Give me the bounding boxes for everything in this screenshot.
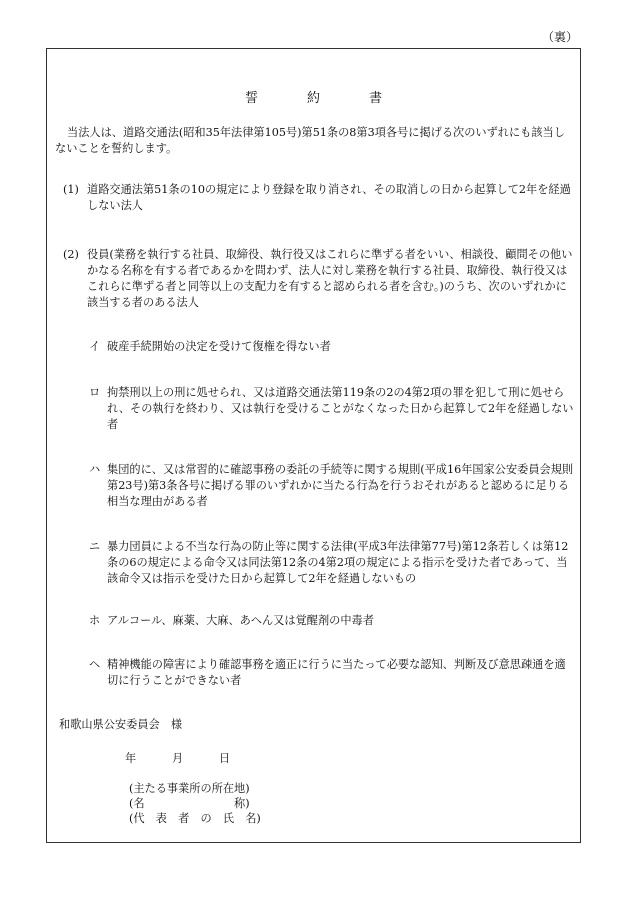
addressee: 和歌山県公安委員会 様 <box>59 718 183 731</box>
date-day-label: 日 <box>219 752 231 765</box>
date-year-label: 年 <box>125 752 137 765</box>
pledge-document-frame <box>46 48 581 843</box>
signer-representative-label: (代 表 者 の 氏 名) <box>129 812 261 825</box>
document-title: 誓 約 書 <box>244 91 400 106</box>
subitem-mark: ニ <box>89 540 101 553</box>
item-text: 役員(業務を執行する社員、取締役、執行役又はこれらに準ずる者をいい、相談役、顧問その他いかなる名称を有する者であるかを問わず、法人に対し業務を執行する社員、取締役、執行役又はこれらに準ずる者と同等以上の支配力を有すると認められる者を含む。)のうち、次のいずれかに該当する者のある法人 <box>87 248 573 309</box>
subitem-mark: イ <box>89 340 101 353</box>
signer-address-label: (主たる事業所の所在地) <box>129 782 250 795</box>
signer-name-label: (名 称) <box>129 797 250 810</box>
subitem-mark: ロ <box>89 386 101 399</box>
intro-paragraph: 当法人は、道路交通法(昭和35年法律第105号)第51条の8第3項各号に掲げる次のいずれにも該当しないことを誓約します。 <box>55 126 565 155</box>
subitem-mark: ホ <box>89 614 101 627</box>
item-text: 道路交通法第51条の10の規定により登録を取り消され、その取消しの日から起算して2年を経過しない法人 <box>87 183 571 212</box>
item-number: (2) <box>63 248 79 261</box>
subitem-text: アルコール、麻薬、大麻、あへん又は覚醒剤の中毒者 <box>107 614 374 627</box>
subitem-text: 精神機能の障害により確認事務を適正に行うに当たって必要な認知、判断及び意思疎通を適切に行うことができない者 <box>107 658 566 687</box>
reverse-side-label: （裏） <box>541 30 578 44</box>
subitem-text: 暴力団員による不当な行為の防止等に関する法律(平成3年法律第77号)第12条若しくは第12条の6の規定による命令又は同法第12条の4第2項の規定による指示を受けた者であって、当該命令又は指示を受けた日から起算して2年を経過しないもの <box>107 540 569 585</box>
subitem-text: 破産手続開始の決定を受けて復権を得ない者 <box>107 340 331 353</box>
date-month-label: 月 <box>172 752 184 765</box>
subitem-text: 集団的に、又は常習的に確認事務の委託の手続等に関する規則(平成16年国家公安委員会規則第23号)第3条各号に掲げる罪のいずれかに当たる行為を行うおそれがあると認めるに足りる相当な理由がある者 <box>107 463 574 508</box>
item-number: (1) <box>63 183 79 196</box>
subitem-mark: ヘ <box>89 658 101 671</box>
subitem-text: 拘禁刑以上の刑に処せられ、又は道路交通法第119条の2の4第2項の罪を犯して刑に処せられ、その執行を終わり、又は執行を受けることがなくなった日から起算して2年を経過しない者 <box>107 386 574 431</box>
subitem-mark: ハ <box>89 463 101 476</box>
